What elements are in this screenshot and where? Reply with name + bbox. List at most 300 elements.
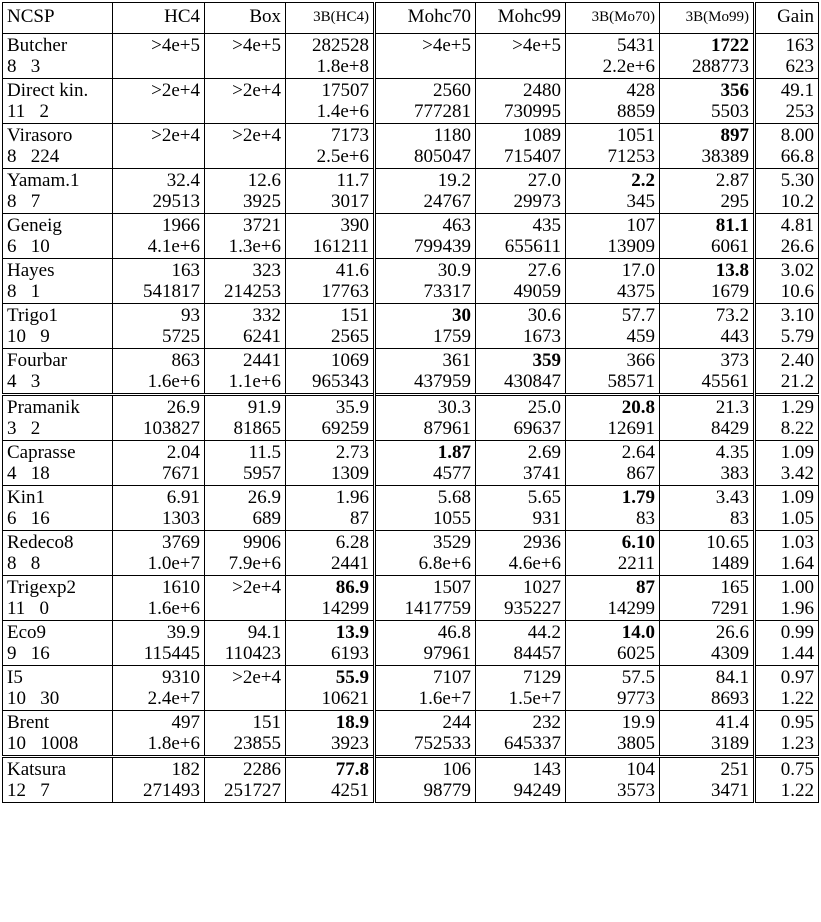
box-count-value: 689 [252, 508, 281, 529]
time-value: 1507 [433, 577, 471, 598]
box-count-value: 98779 [423, 780, 471, 801]
time-value: 104 [626, 759, 655, 780]
box-count-value: 45561 [701, 371, 749, 392]
time-value: 30.3 [437, 397, 471, 418]
box-count-value: 7.9e+6 [228, 553, 281, 574]
time-value: 163 [785, 35, 814, 56]
value-cell [286, 34, 375, 79]
time-value: 106 [442, 759, 471, 780]
time-value: 7107 [433, 667, 471, 688]
box-count-value: 161211 [312, 236, 369, 257]
box-count-value: 1.8e+8 [316, 56, 369, 77]
time-value: >2e+4 [232, 577, 281, 598]
table-row [3, 531, 819, 576]
value-cell [205, 304, 286, 349]
problem-cell [3, 259, 113, 304]
time-value: 1.29 [780, 397, 814, 418]
box-count-value: 1.6e+6 [147, 371, 200, 392]
time-value: 18.9 [335, 712, 369, 733]
box-count-value: 8693 [711, 688, 749, 709]
time-value: 5431 [617, 35, 655, 56]
problem-dims: 6 10 [7, 236, 50, 257]
table-row [3, 214, 819, 259]
box-count-value: 3923 [331, 733, 369, 754]
box-count-value: 2.5e+6 [316, 146, 369, 167]
box-count-value: 1.44 [780, 643, 814, 664]
time-value: 0.97 [780, 667, 814, 688]
value-cell [375, 349, 476, 395]
time-value: 5.65 [527, 487, 561, 508]
time-value: 1027 [523, 577, 561, 598]
time-value: 7129 [523, 667, 561, 688]
time-value: 55.9 [335, 667, 369, 688]
header-mohc99: Mohc99 [476, 3, 566, 34]
box-count-value: 14299 [321, 598, 369, 619]
time-value: >4e+5 [232, 35, 281, 56]
time-value: 2.04 [166, 442, 200, 463]
problem-name: Trigexp2 [7, 577, 76, 598]
value-cell [375, 259, 476, 304]
box-count-value: 5.79 [780, 326, 814, 347]
value-cell [566, 666, 660, 711]
value-cell [755, 441, 819, 486]
time-value: 2.40 [780, 350, 814, 371]
time-value: 9310 [162, 667, 200, 688]
box-count-value: 655611 [504, 236, 561, 257]
value-cell [205, 711, 286, 757]
box-count-value: 4.6e+6 [508, 553, 561, 574]
time-value: 359 [532, 350, 561, 371]
box-count-value: 777281 [414, 101, 471, 122]
value-cell [755, 124, 819, 169]
value-cell [375, 441, 476, 486]
time-value: 39.9 [166, 622, 200, 643]
value-cell [286, 259, 375, 304]
box-count-value: 17763 [321, 281, 369, 302]
value-cell [476, 486, 566, 531]
header-3b-mo70: 3B(Mo70) [566, 3, 660, 34]
time-value: 44.2 [527, 622, 561, 643]
box-count-value: 94249 [513, 780, 561, 801]
box-count-value: 7671 [162, 463, 200, 484]
time-value: 11.7 [336, 170, 369, 191]
value-cell [205, 666, 286, 711]
problem-name: Caprasse [7, 442, 76, 463]
value-cell [660, 711, 755, 757]
box-count-value: 1.64 [780, 553, 814, 574]
value-cell [113, 259, 205, 304]
problem-name: Redeco8 [7, 532, 74, 553]
value-cell [476, 395, 566, 441]
box-count-value: 623 [785, 56, 814, 77]
box-count-value: 83 [730, 508, 749, 529]
time-value: >2e+4 [151, 80, 200, 101]
box-count-value [209, 101, 281, 122]
box-count-value: 1055 [433, 508, 471, 529]
value-cell [660, 576, 755, 621]
box-count-value: 49059 [513, 281, 561, 302]
value-cell [205, 576, 286, 621]
box-count-value: 1417759 [404, 598, 471, 619]
value-cell [566, 441, 660, 486]
time-value: >2e+4 [151, 125, 200, 146]
box-count-value: 10.2 [780, 191, 814, 212]
problem-dims: 9 16 [7, 643, 50, 664]
value-cell [375, 576, 476, 621]
time-value: 1.09 [780, 442, 814, 463]
problem-name: Trigo1 [7, 305, 59, 326]
value-cell [375, 304, 476, 349]
value-cell [755, 395, 819, 441]
box-count-value [209, 688, 281, 709]
time-value: 435 [532, 215, 561, 236]
problem-dims: 8 7 [7, 191, 41, 212]
time-value: 17.0 [621, 260, 655, 281]
value-cell [286, 486, 375, 531]
box-count-value: 935227 [504, 598, 561, 619]
time-value: 35.9 [335, 397, 369, 418]
value-cell [113, 621, 205, 666]
time-value: 49.1 [780, 80, 814, 101]
box-count-value: 115445 [143, 643, 200, 664]
box-count-value: 9773 [617, 688, 655, 709]
value-cell [755, 79, 819, 124]
time-value: 3.02 [780, 260, 814, 281]
value-cell [286, 169, 375, 214]
time-value: 1722 [711, 35, 749, 56]
value-cell [476, 79, 566, 124]
problem-cell [3, 79, 113, 124]
value-cell [286, 79, 375, 124]
problem-cell [3, 169, 113, 214]
time-value: 1180 [433, 125, 471, 146]
value-cell [375, 621, 476, 666]
problem-cell [3, 214, 113, 259]
value-cell [660, 259, 755, 304]
box-count-value: 97961 [423, 643, 471, 664]
problem-dims: 10 1008 [7, 733, 79, 754]
time-value: 282528 [312, 35, 369, 56]
problem-name: Pramanik [7, 397, 80, 418]
time-value: 1.03 [780, 532, 814, 553]
value-cell [566, 757, 660, 803]
time-value: 2441 [243, 350, 281, 371]
box-count-value: 214253 [224, 281, 281, 302]
box-count-value: 1759 [433, 326, 471, 347]
box-count-value [209, 146, 281, 167]
time-value: 3529 [433, 532, 471, 553]
problem-dims: 12 7 [7, 780, 50, 801]
value-cell [566, 621, 660, 666]
box-count-value: 1.1e+6 [228, 371, 281, 392]
box-count-value: 443 [720, 326, 749, 347]
box-count-value: 21.2 [780, 371, 814, 392]
table-row [3, 486, 819, 531]
value-cell [755, 621, 819, 666]
value-cell [755, 486, 819, 531]
box-count-value: 645337 [504, 733, 561, 754]
box-count-value: 66.8 [780, 146, 814, 167]
value-cell [205, 486, 286, 531]
header-gain: Gain [755, 3, 819, 34]
box-count-value: 103827 [143, 418, 200, 439]
time-value: 26.9 [166, 397, 200, 418]
time-value: 32.4 [166, 170, 200, 191]
time-value: >2e+4 [232, 125, 281, 146]
value-cell [205, 531, 286, 576]
value-cell [205, 441, 286, 486]
box-count-value: 383 [720, 463, 749, 484]
time-value: 26.9 [247, 487, 281, 508]
box-count-value [209, 56, 281, 77]
box-count-value: 2441 [331, 553, 369, 574]
table-row [3, 621, 819, 666]
box-count-value: 110423 [224, 643, 281, 664]
problem-dims: 8 1 [7, 281, 41, 302]
time-value: 373 [720, 350, 749, 371]
time-value: 27.0 [527, 170, 561, 191]
value-cell [375, 79, 476, 124]
value-cell [476, 531, 566, 576]
time-value: 2286 [243, 759, 281, 780]
box-count-value: 4577 [433, 463, 471, 484]
value-cell [755, 757, 819, 803]
box-count-value: 2211 [617, 553, 655, 574]
box-count-value: 1679 [711, 281, 749, 302]
value-cell [660, 169, 755, 214]
time-value: 17507 [321, 80, 369, 101]
value-cell [113, 214, 205, 259]
box-count-value: 29513 [152, 191, 200, 212]
value-cell [755, 711, 819, 757]
problem-name: Direct kin. [7, 80, 89, 101]
problem-cell [3, 711, 113, 757]
box-count-value: 1303 [162, 508, 200, 529]
value-cell [660, 79, 755, 124]
value-cell [476, 349, 566, 395]
box-count-value: 8429 [711, 418, 749, 439]
time-value: 182 [171, 759, 200, 780]
box-count-value: 251727 [224, 780, 281, 801]
time-value: 77.8 [335, 759, 369, 780]
box-count-value: 1673 [523, 326, 561, 347]
problem-dims: 6 16 [7, 508, 50, 529]
time-value: 165 [720, 577, 749, 598]
time-value: 1051 [617, 125, 655, 146]
table-row [3, 441, 819, 486]
problem-name: Fourbar [7, 350, 68, 371]
table-row [3, 259, 819, 304]
problem-name: Hayes [7, 260, 55, 281]
box-count-value: 4309 [711, 643, 749, 664]
value-cell [566, 214, 660, 259]
problem-cell [3, 621, 113, 666]
time-value: 2.64 [621, 442, 655, 463]
value-cell [476, 757, 566, 803]
time-value: 390 [340, 215, 369, 236]
value-cell [375, 486, 476, 531]
time-value: 7173 [331, 125, 369, 146]
box-count-value [117, 56, 200, 77]
table-row [3, 576, 819, 621]
time-value: 151 [340, 305, 369, 326]
table-row [3, 169, 819, 214]
value-cell [286, 621, 375, 666]
problem-name: Geneig [7, 215, 62, 236]
box-count-value: 715407 [504, 146, 561, 167]
header-ncsp: NCSP [3, 3, 113, 34]
box-count-value: 87961 [423, 418, 471, 439]
box-count-value: 6193 [331, 643, 369, 664]
value-cell [660, 757, 755, 803]
value-cell [205, 395, 286, 441]
value-cell [660, 214, 755, 259]
box-count-value: 3805 [617, 733, 655, 754]
time-value: 323 [252, 260, 281, 281]
header-mohc70: Mohc70 [375, 3, 476, 34]
problem-cell [3, 666, 113, 711]
time-value: >4e+5 [422, 35, 471, 56]
value-cell [113, 304, 205, 349]
box-count-value: 14299 [607, 598, 655, 619]
time-value: 86.9 [335, 577, 369, 598]
value-cell [286, 666, 375, 711]
box-count-value: 71253 [607, 146, 655, 167]
value-cell [476, 441, 566, 486]
time-value: 21.3 [715, 397, 749, 418]
time-value: 2480 [523, 80, 561, 101]
value-cell [375, 214, 476, 259]
table-row [3, 757, 819, 803]
box-count-value: 799439 [414, 236, 471, 257]
value-cell [205, 349, 286, 395]
problem-cell [3, 395, 113, 441]
box-count-value: 5725 [162, 326, 200, 347]
problem-cell [3, 34, 113, 79]
value-cell [113, 757, 205, 803]
box-count-value: 931 [532, 508, 561, 529]
table-row [3, 304, 819, 349]
value-cell [205, 169, 286, 214]
value-cell [205, 621, 286, 666]
value-cell [476, 304, 566, 349]
value-cell [113, 395, 205, 441]
box-count-value: 8859 [617, 101, 655, 122]
box-count-value: 1.8e+6 [147, 733, 200, 754]
problem-cell [3, 349, 113, 395]
box-count-value: 541817 [143, 281, 200, 302]
value-cell [755, 531, 819, 576]
value-cell [205, 214, 286, 259]
box-count-value: 87 [350, 508, 369, 529]
box-count-value: 6.8e+6 [418, 553, 471, 574]
value-cell [660, 395, 755, 441]
box-count-value: 7291 [711, 598, 749, 619]
value-cell [205, 79, 286, 124]
box-count-value: 24767 [423, 191, 471, 212]
time-value: 12.6 [247, 170, 281, 191]
time-value: 1.09 [780, 487, 814, 508]
time-value: 19.9 [621, 712, 655, 733]
time-value: 1966 [162, 215, 200, 236]
time-value: 356 [720, 80, 749, 101]
value-cell [113, 34, 205, 79]
box-count-value: 965343 [312, 371, 369, 392]
box-count-value: 8.22 [780, 418, 814, 439]
value-cell [566, 576, 660, 621]
time-value: 232 [532, 712, 561, 733]
time-value: 5.68 [437, 487, 471, 508]
time-value: 151 [252, 712, 281, 733]
value-cell [566, 304, 660, 349]
value-cell [660, 349, 755, 395]
problem-cell [3, 124, 113, 169]
box-count-value: 23855 [233, 733, 281, 754]
box-count-value: 1.0e+7 [147, 553, 200, 574]
time-value: 3721 [243, 215, 281, 236]
time-value: 73.2 [715, 305, 749, 326]
problem-dims: 3 2 [7, 418, 41, 439]
time-value: 2.73 [335, 442, 369, 463]
problem-name: Butcher [7, 35, 68, 56]
time-value: 19.2 [437, 170, 471, 191]
box-count-value: 3189 [711, 733, 749, 754]
value-cell [755, 169, 819, 214]
time-value: 30 [452, 305, 471, 326]
time-value: 27.6 [527, 260, 561, 281]
time-value: 2560 [433, 80, 471, 101]
time-value: 6.10 [621, 532, 655, 553]
results-table [2, 2, 819, 803]
value-cell [755, 304, 819, 349]
value-cell [476, 214, 566, 259]
value-cell [566, 711, 660, 757]
value-cell [755, 214, 819, 259]
box-count-value: 1.6e+7 [418, 688, 471, 709]
box-count-value: 73317 [423, 281, 471, 302]
time-value: 1069 [331, 350, 369, 371]
value-cell [566, 486, 660, 531]
time-value: 361 [442, 350, 471, 371]
time-value: 41.6 [335, 260, 369, 281]
header-hc4: HC4 [113, 3, 205, 34]
box-count-value: 1.23 [780, 733, 814, 754]
time-value: 41.4 [715, 712, 749, 733]
box-count-value: 3017 [331, 191, 369, 212]
problem-dims: 11 2 [7, 101, 50, 122]
time-value: 2.2 [631, 170, 655, 191]
problem-name: I5 [7, 667, 23, 688]
box-count-value [117, 101, 200, 122]
problem-dims: 10 9 [7, 326, 50, 347]
box-count-value [117, 146, 200, 167]
box-count-value: 345 [626, 191, 655, 212]
value-cell [375, 531, 476, 576]
value-cell [755, 576, 819, 621]
box-count-value: 730995 [504, 101, 561, 122]
time-value: 2.87 [715, 170, 749, 191]
header-3b-hc4: 3B(HC4) [286, 3, 375, 34]
time-value: 1.96 [335, 487, 369, 508]
box-count-value: 459 [626, 326, 655, 347]
value-cell [113, 79, 205, 124]
box-count-value: 12691 [607, 418, 655, 439]
box-count-value [480, 56, 561, 77]
time-value: >4e+5 [151, 35, 200, 56]
box-count-value: 867 [626, 463, 655, 484]
value-cell [286, 531, 375, 576]
time-value: 1.79 [621, 487, 655, 508]
